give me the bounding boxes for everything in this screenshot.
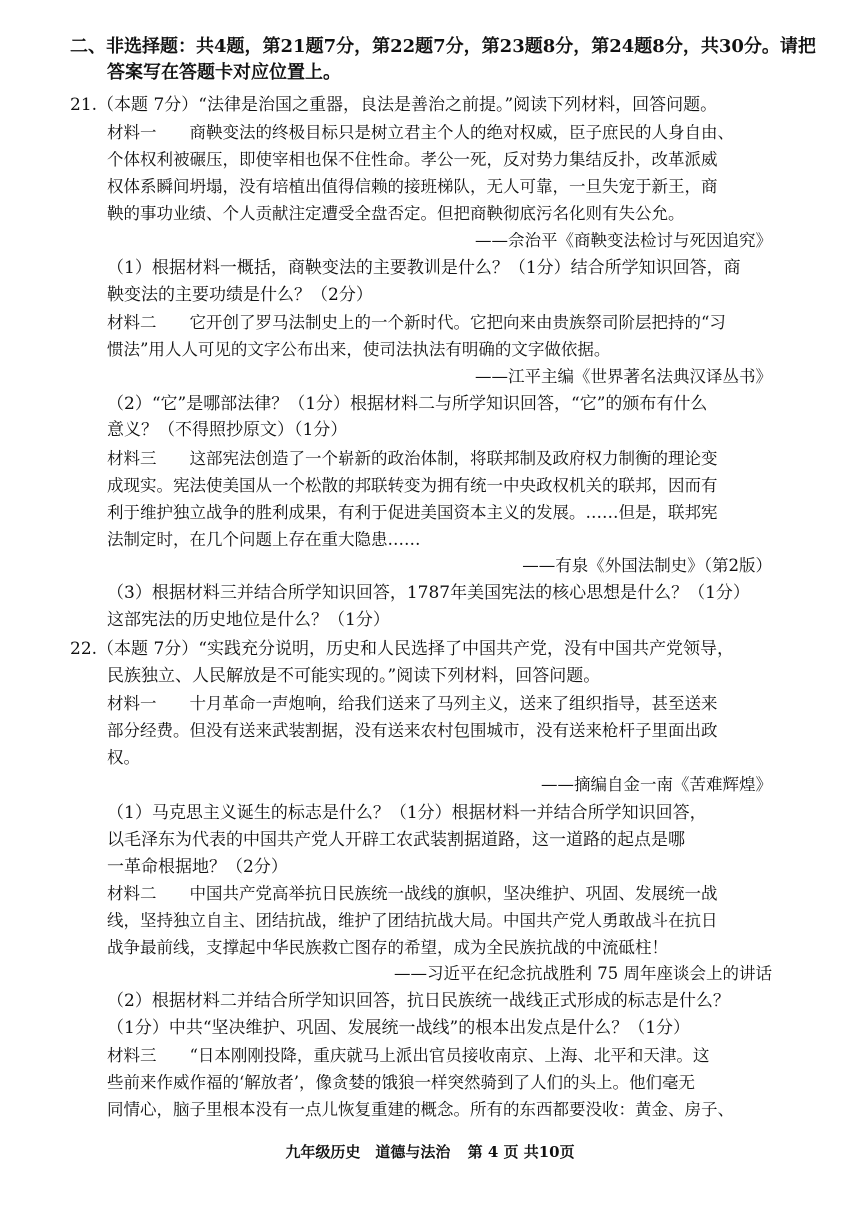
- page-number: 第 4 页 共10页: [467, 1143, 575, 1161]
- q21-material3-line: 法制定时，在几个问题上存在重大隐患……: [107, 530, 421, 549]
- q21-material2-line: 材料二 它开创了罗马法制史上的一个新时代。它把向来由贵族祭司阶层把持的“习: [107, 313, 726, 332]
- section-heading: 二、非选择题：共4题，第21题7分，第22题7分，第23题8分，第24题8分，共30分。请把: [70, 36, 816, 57]
- q21-subquestion2: 意义？（不得照抄原文）（1分）: [107, 420, 348, 440]
- q22-subquestion1: （1）马克思主义诞生的标志是什么？（1分）根据材料一并结合所学知识回答，: [107, 803, 707, 823]
- q22-material1-line: 部分经费。但没有送来武装割据，没有送来农村包围城市，没有送来枪杆子里面出政: [107, 721, 718, 740]
- q22-material2-line: 线，坚持独立自主、团结抗战，维护了团结抗战大局。中国共产党人勇敢战斗在抗日: [107, 911, 718, 930]
- q21-material1-line: 鞅的事功业绩、个人贡献注定遭受全盘否定。但把商鞅彻底污名化则有失公允。: [107, 204, 685, 223]
- q21-material3-line: 利于维护独立战争的胜利成果，有利于促进美国资本主义的发展。……但是，联邦宪: [107, 503, 718, 522]
- q22-material1-line: 权。: [107, 748, 140, 767]
- q22-material3-line: 些前来作威作福的‘解放者’，像贪婪的饿狼一样突然骑到了人们的头上。他们毫无: [107, 1073, 695, 1092]
- q21-subquestion1: 鞅变法的主要功绩是什么？（2分）: [107, 285, 373, 305]
- q22-material3-line: 同情心，脑子里根本没有一点儿恢复重建的概念。所有的东西都要没收：黄金、房子、: [107, 1100, 734, 1119]
- page-footer: [0, 1141, 860, 1162]
- q21-material1-line: 材料一 商鞅变法的终极目标只是树立君主个人的绝对权威，臣子庶民的人身自由、: [107, 123, 734, 142]
- q21-material1-source: ——佘治平《商鞅变法检讨与死因追究》: [475, 231, 772, 250]
- q21-subquestion3: （3）根据材料三并结合所学知识回答，1787年美国宪法的核心思想是什么？（1分）: [107, 583, 750, 603]
- q22-material2-line: 材料二 中国共产党高举抗日民族统一战线的旗帜，坚决维护、巩固、发展统一战: [107, 884, 718, 903]
- q22-intro: 22.（本题 7分）“实践充分说明，历史和人民选择了中国共产党，没有中国共产党领导，: [70, 639, 734, 659]
- q21-material3-line: 成现实。宪法使美国从一个松散的邦联转变为拥有统一中央政权机关的联邦，因而有: [107, 476, 718, 495]
- q21-subquestion2: （2）“它”是哪部法律？（1分）根据材料二与所学知识回答，“它”的颁布有什么: [107, 394, 708, 414]
- q22-material1-line: 材料一 十月革命一声炮响，给我们送来了马列主义，送来了组织指导，甚至送来: [107, 694, 718, 713]
- q21-subquestion3: 这部宪法的历史地位是什么？（1分）: [107, 610, 390, 630]
- q22-material3-line: 材料三 “日本刚刚投降，重庆就马上派出官员接收南京、上海、北平和天津。这: [107, 1046, 710, 1065]
- q21-material2-source: ——江平主编《世界著名法典汉译丛书》: [475, 367, 772, 386]
- q22-material1-source: ——摘编自金一南《苦难辉煌》: [541, 775, 772, 794]
- q21-material3-source: ——有泉《外国法制史》（第2版）: [522, 556, 772, 575]
- q22-subquestion2: （1分）中共“坚决维护、巩固、发展统一战线”的根本出发点是什么？（1分）: [107, 1018, 691, 1038]
- footer-subject: 九年级历史 道德与法治: [285, 1143, 451, 1161]
- q21-subquestion1: （1）根据材料一概括，商鞅变法的主要教训是什么？（1分）结合所学知识回答，商: [107, 258, 741, 278]
- q22-material2-source: ——习近平在纪念抗战胜利 75 周年座谈会上的讲话: [394, 964, 772, 983]
- q22-subquestion1: 一革命根据地？（2分）: [107, 857, 288, 877]
- q21-material2-line: 惯法”用人人可见的文字公布出来，使司法执法有明确的文字做依据。: [107, 340, 611, 359]
- q22-intro: 民族独立、人民解放是不可能实现的。”阅读下列材料，回答问题。: [107, 666, 601, 686]
- q21-material1-line: 个体权利被碾压，即使宰相也保不住性命。孝公一死，反对势力集结反扑，改革派威: [107, 150, 718, 169]
- section-heading-cont: 答案写在答题卡对应位置上。: [107, 62, 341, 83]
- q21-material3-line: 材料三 这部宪法创造了一个崭新的政治体制，将联邦制及政府权力制衡的理论变: [107, 449, 718, 468]
- q22-subquestion2: （2）根据材料二并结合所学知识回答，抗日民族统一战线正式形成的标志是什么？: [107, 991, 730, 1011]
- q22-material2-line: 战争最前线，支撑起中华民族救亡图存的希望，成为全民族抗战的中流砥柱！: [107, 938, 668, 957]
- q21-intro: 21.（本题 7分）“法律是治国之重器，良法是善治之前提。”阅读下列材料，回答问题。: [70, 95, 718, 115]
- q22-subquestion1: 以毛泽东为代表的中国共产党人开辟工农武装割据道路，这一道路的起点是哪: [107, 830, 685, 850]
- q21-material1-line: 权体系瞬间坍塌，没有培植出值得信赖的接班梯队，无人可靠，一旦失宠于新王，商: [107, 177, 718, 196]
